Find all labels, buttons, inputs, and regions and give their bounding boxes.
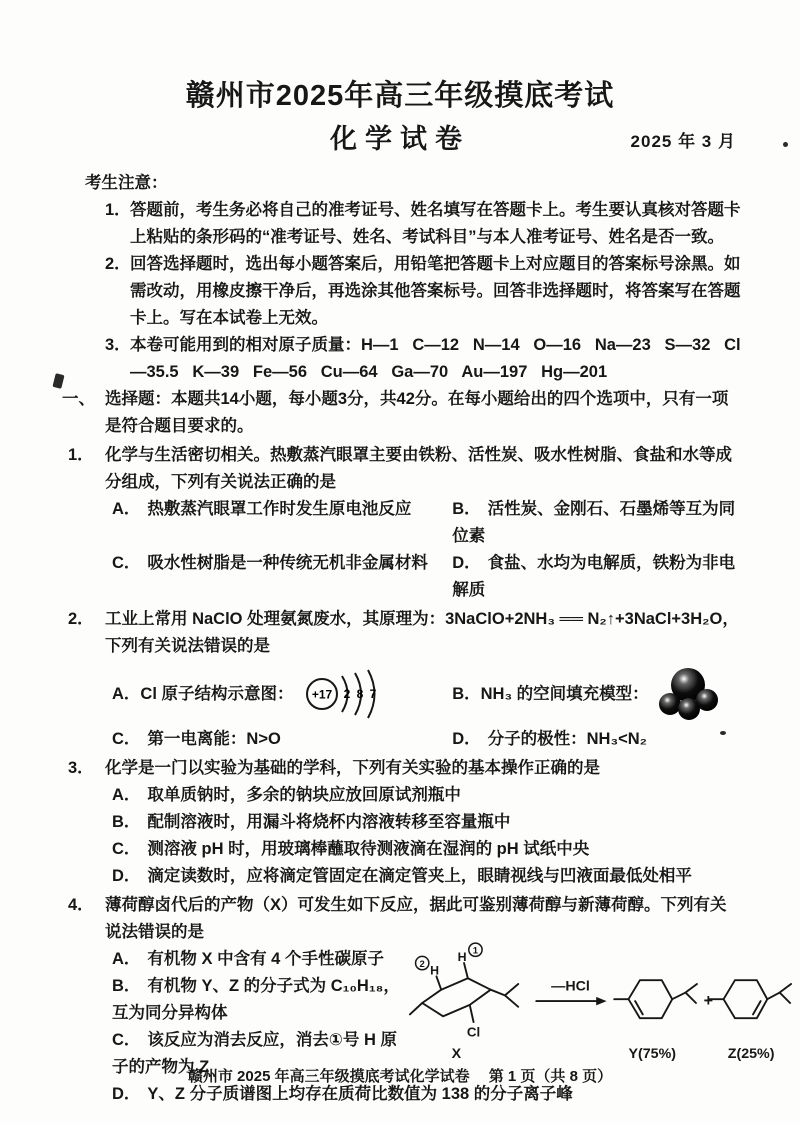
option-label: B． — [452, 500, 481, 518]
note-text: 答题前，考生务必将自己的准考证号、姓名填写在答题卡上。考生要认真核对答题卡上粘贴的条形码的“准考证号、姓名、考试科目”与本人准考证号、姓名是否一致。 — [130, 201, 741, 246]
exam-date: 2025 年 3 月 — [630, 132, 736, 151]
circled-1-mark: 1 — [472, 945, 479, 957]
reaction-scheme-figure — [407, 940, 792, 1081]
hydrogen-1-label: H — [457, 950, 467, 965]
plus-sign: + — [703, 991, 714, 1010]
question-stem: 薄荷醇卤代后的产物（X）可发生如下反应，据此可鉴别薄荷醇与新薄荷醇。下列有关说法错误的是 — [105, 896, 727, 941]
scan-artifact — [783, 142, 788, 147]
option-a — [112, 664, 452, 724]
question-number: 1． — [68, 446, 94, 464]
question-1 — [62, 442, 742, 604]
nh3-space-filling-model — [657, 664, 719, 724]
option-a — [112, 496, 452, 550]
option-b — [105, 809, 742, 836]
chlorine-atom-structure-diagram — [302, 664, 398, 724]
question-4-body — [105, 946, 787, 1081]
option-text: 取单质钠时，多余的钠块应放回原试剂瓶中 — [147, 786, 461, 804]
question-number: 2． — [68, 610, 94, 628]
option-text: 食盐、水均为电解质，铁粉为非电解质 — [452, 554, 736, 599]
atomic-masses-text: 本卷可能用到的相对原子质量：H—1 C—12 N—14 O—16 Na—23 S—32 Cl—35.5 K—39 Fe—56 Cu—64 Ga—70 Au—197 Hg—201 — [130, 336, 741, 381]
compound-y-label: Y(75%) — [628, 1046, 677, 1063]
option-label: A． — [112, 786, 141, 804]
option-text: 热敷蒸汽眼罩工作时发生原电池反应 — [147, 500, 412, 518]
question-2 — [62, 606, 742, 753]
option-text: 吸水性树脂是一种传统无机非金属材料 — [147, 554, 428, 572]
question-number: 3． — [68, 759, 94, 777]
option-text: 滴定读数时，应将滴定管固定在滴定管夹上，眼睛视线与凹液面最低处相平 — [147, 867, 692, 885]
note-number: 2． — [105, 255, 131, 273]
circled-2-mark: 2 — [419, 958, 425, 970]
option-text: 活性炭、金刚石、石墨烯等互为同位素 — [452, 500, 736, 545]
option-label: C． — [112, 554, 141, 572]
question-2-options-cd — [105, 726, 742, 753]
note-number: 1． — [105, 201, 131, 219]
question-stem: 工业上常用 NaClO 处理氨氮废水，其原理为：3NaClO+2NH₃ ══ N₂↑+3NaCl+3H₂O，下列有关说法错误的是 — [105, 610, 739, 655]
notice-item-3 — [62, 332, 742, 386]
option-d — [452, 726, 742, 753]
page-footer: 赣州市 2025 年高三年级摸底考试化学试卷 第 1 页（共 8 页） — [187, 1068, 613, 1085]
option-text: 配制溶液时，用漏斗将烧杯内溶液转移至容量瓶中 — [147, 813, 511, 831]
option-text: Cl 原子结构示意图： — [140, 684, 294, 703]
chlorine-atom-label: Cl — [466, 1024, 481, 1040]
option-text: NH₃ 的空间填充模型： — [480, 684, 649, 703]
option-label: C． — [112, 840, 141, 858]
compound-z-label: Z(25%) — [727, 1046, 775, 1063]
notice-item-2 — [62, 251, 742, 332]
nucleus-charge-label: +17 — [311, 687, 332, 702]
notice-heading: 考生注意： — [85, 174, 168, 192]
paper-header — [0, 0, 800, 158]
option-label: D． — [112, 867, 141, 885]
option-a — [105, 782, 742, 809]
option-label: A． — [112, 950, 141, 968]
note-number: 3． — [105, 336, 131, 354]
question-2-options-ab — [105, 664, 742, 724]
shell-3-electrons: 7 — [369, 687, 376, 701]
question-3 — [62, 755, 742, 890]
option-text: 第一电离能：N>O — [147, 730, 281, 748]
section-text: 选择题：本题共14小题，每小题3分，共42分。在每小题给出的四个选项中，只有一项是符合题目要求的。 — [105, 390, 729, 435]
option-label: B． — [112, 813, 141, 831]
subtitle-row — [0, 120, 800, 158]
option-b — [112, 973, 407, 1027]
arrow-condition-label: —HCl — [551, 978, 590, 995]
hydrogen-sphere — [696, 689, 718, 711]
paper-body — [62, 170, 775, 1108]
section-number: 一、 — [62, 390, 95, 408]
option-text: Y、Z 分子质谱图上均存在质荷比数值为 138 的分子离子峰 — [147, 1085, 573, 1103]
option-text: 分子的极性：NH₃<N₂ — [487, 730, 647, 748]
paper-subtitle: 化学试卷 — [330, 124, 470, 154]
question-4-options-abc — [105, 946, 407, 1081]
option-c — [112, 550, 452, 604]
section-header-choice — [62, 386, 742, 440]
option-label: A． — [112, 500, 141, 518]
option-label: D． — [452, 730, 481, 748]
question-stem: 化学是一门以实验为基础的学科，下列有关实验的基本操作正确的是 — [105, 759, 600, 777]
option-c — [112, 726, 452, 753]
note-text: 回答选择题时，选出每小题答案后，用铅笔把答题卡上对应题目的答案标号涂黑。如需改动，用橡皮擦干净后，再选涂其他答案标号。回答非选择题时，将答案写在答题卡上。写在本试卷上无效。 — [130, 255, 741, 327]
option-b — [452, 496, 742, 550]
option-d — [105, 863, 742, 890]
page-title: 赣州市2025年高三年级摸底考试 — [185, 80, 615, 112]
elimination-reaction-diagram — [407, 940, 792, 1066]
option-label: A． — [112, 684, 141, 703]
option-label: C． — [112, 730, 141, 748]
option-label: D． — [112, 1085, 141, 1103]
compound-x-label: X — [451, 1046, 462, 1063]
option-c — [105, 836, 742, 863]
option-label: B． — [112, 977, 141, 995]
hydrogen-sphere — [659, 693, 681, 715]
scan-artifact — [720, 731, 726, 735]
question-stem: 化学与生活密切相关。热敷蒸汽眼罩主要由铁粉、活性炭、吸水性树脂、食盐和水等成分组成，下列有关说法正确的是 — [105, 446, 732, 491]
option-a — [112, 946, 407, 973]
question-1-options — [105, 496, 742, 604]
option-label: B． — [452, 684, 481, 703]
shell-1-electrons: 2 — [343, 687, 350, 701]
notice-item-1 — [62, 197, 742, 251]
shell-2-electrons: 8 — [356, 687, 363, 701]
option-text: 有机物 Y、Z 的分子式为 C₁₀H₁₈，互为同分异构体 — [112, 977, 400, 1022]
option-d — [452, 550, 742, 604]
option-b — [452, 664, 718, 724]
option-label: C． — [112, 1031, 141, 1049]
option-text: 该反应为消去反应，消去①号 H 原子的产物为 Z — [112, 1031, 397, 1076]
option-text: 测溶液 pH 时，用玻璃棒蘸取待测液滴在湿润的 pH 试纸中央 — [147, 840, 590, 858]
option-text: 有机物 X 中含有 4 个手性碳原子 — [147, 950, 384, 968]
option-label: D． — [452, 554, 481, 572]
hydrogen-2-label: H — [430, 963, 440, 978]
question-number: 4． — [68, 896, 94, 914]
